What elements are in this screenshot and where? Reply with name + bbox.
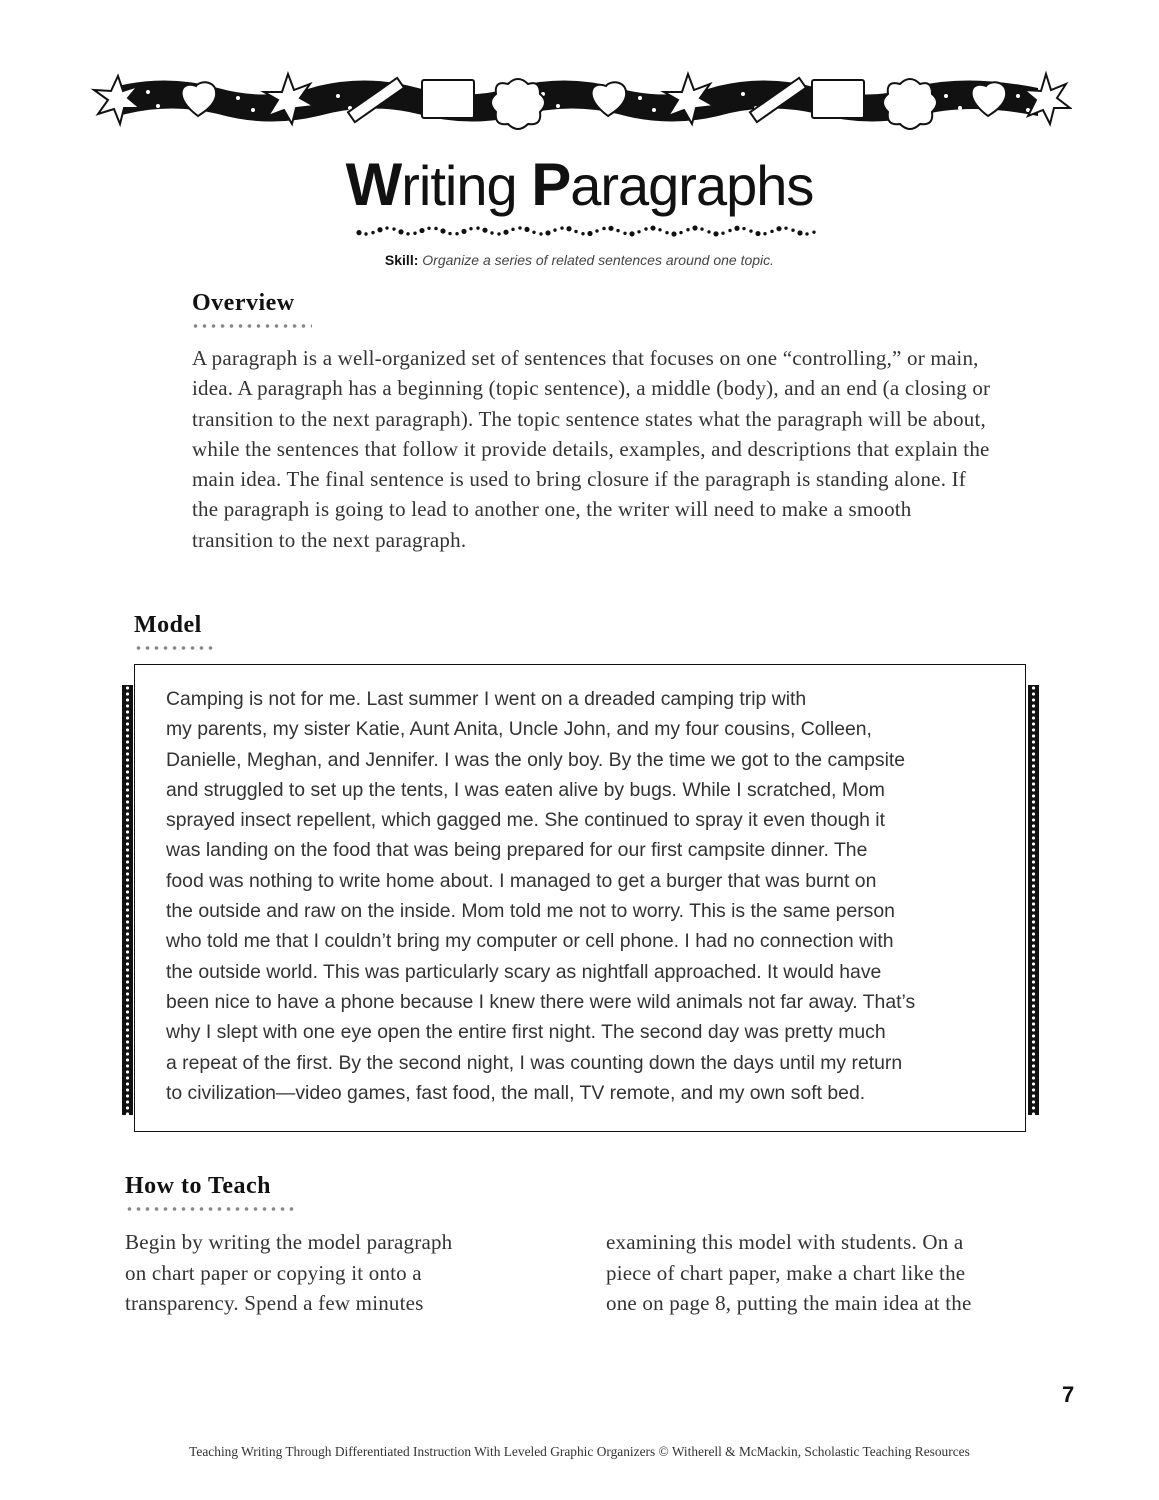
title-dot — [490, 231, 493, 234]
decorative-banner — [88, 66, 1072, 132]
title-dot — [419, 228, 424, 233]
title-dot — [671, 231, 676, 236]
title-dot — [434, 227, 437, 230]
title-dot — [692, 225, 697, 230]
flower-icon — [883, 79, 937, 129]
title-dot — [566, 226, 571, 231]
title-dot — [608, 226, 613, 231]
title-dot — [734, 226, 739, 231]
title-dot — [776, 226, 781, 231]
title-dot — [574, 230, 577, 233]
title-dot — [553, 228, 556, 231]
how-to-teach-column-1: Begin by writing the model paragraph on chart paper or copying it onto a transparency. Spend a few minutes — [125, 1230, 453, 1315]
overview-heading-dots — [191, 323, 312, 329]
skill-line — [0, 252, 1159, 268]
title-dot — [497, 232, 500, 235]
title-dot — [440, 228, 445, 233]
title-dot — [805, 232, 808, 235]
model-right-border-strip — [1028, 685, 1039, 1115]
title-dot — [784, 226, 787, 229]
title-dot — [539, 232, 542, 235]
title-dot — [448, 232, 451, 235]
title-dot — [595, 229, 598, 232]
flower-icon — [491, 79, 545, 129]
skill-text: Organize a series of related sentences around one topic. — [422, 252, 775, 268]
title-dot — [377, 227, 382, 232]
title-dot — [686, 228, 689, 231]
title-dot — [602, 227, 605, 230]
skill-label: Skill: — [384, 252, 419, 268]
heart-icon — [972, 82, 1007, 116]
model-heading: Model — [134, 612, 202, 638]
title-dot — [532, 231, 535, 234]
how-to-teach-column-2: examining this model with students. On a piece of chart paper, make a chart like the one on page 8, putting the main idea at the — [606, 1230, 972, 1315]
title-dot — [721, 232, 724, 235]
title-dot — [461, 229, 466, 234]
title-dot — [545, 230, 550, 235]
title-dot — [398, 229, 403, 234]
title-dot — [364, 232, 367, 235]
title-dot — [650, 225, 655, 230]
title-dot — [524, 227, 529, 232]
title-dot — [749, 229, 752, 232]
title-dot — [812, 230, 815, 233]
title-dot — [629, 231, 634, 236]
title-dot — [406, 232, 409, 235]
overview-heading: Overview — [192, 290, 295, 316]
how-to-teach-heading: How to Teach — [125, 1173, 272, 1199]
title-dot — [511, 228, 514, 231]
overview-text: A paragraph is a well-organized set of sentences that focuses on one “controlling,” or main, idea. A paragraph has a beginning (topic sentence), a middle (body), and an end (a closing or transition to the next paragraph). The topic sentence states what the paragraph will be about, while the sentences that follow it provide details, examples, and descriptions that explain the main idea. The final sentence is used to bring closure if the paragraph is standing alone. If the paragraph is going to lead to another one, the writer will need to make a smooth transition to the next paragraph. — [192, 346, 991, 552]
title-dot — [713, 231, 718, 236]
title-dot — [413, 232, 416, 235]
title-dot — [392, 227, 395, 230]
model-left-border-strip — [122, 685, 133, 1115]
model-heading-dots — [134, 645, 216, 651]
page-number: 7 — [1062, 1382, 1075, 1407]
title-dot — [581, 232, 584, 235]
title-dot — [503, 230, 508, 235]
title-dot — [476, 226, 479, 229]
title-dot — [797, 230, 802, 235]
title-dot — [469, 227, 472, 230]
title-dot — [455, 232, 458, 235]
title-dot — [427, 227, 430, 230]
title-dot — [371, 231, 374, 234]
title-dot — [385, 226, 388, 229]
title-dot — [482, 228, 487, 233]
title-dot — [356, 230, 361, 235]
title-dot — [770, 230, 773, 233]
title-dot — [637, 230, 640, 233]
title-dot — [644, 227, 647, 230]
footer-citation: Teaching Writing Through Differentiated Instruction With Leveled Graphic Organizers © Witherell & McMackin, Scholastic Teaching Resources — [189, 1444, 970, 1459]
title-dot — [658, 228, 661, 231]
title-dot — [707, 230, 710, 233]
page-title: Writing Paragraphs — [345, 151, 814, 218]
title-dot — [728, 229, 731, 232]
how-to-teach-heading-dots — [125, 1206, 297, 1212]
book-icon — [422, 80, 474, 118]
title-dot — [679, 231, 682, 234]
title-dot — [791, 229, 794, 232]
book-icon — [812, 80, 864, 118]
title-dot — [665, 231, 668, 234]
title-dot — [616, 229, 619, 232]
title-dot — [518, 226, 521, 229]
title-dot — [700, 227, 703, 230]
title-dot — [742, 227, 745, 230]
title-dot — [587, 231, 592, 236]
title-dot — [560, 226, 563, 229]
title-dot — [623, 232, 626, 235]
title-underline-dots — [355, 222, 819, 240]
title-dot — [755, 231, 760, 236]
title-dot — [763, 232, 766, 235]
model-paragraph: Camping is not for me. Last summer I went on a dreaded camping trip with my parents, my sister Katie, Aunt Anita, Uncle John, and my four cousins, Colleen, Danielle, Meghan, and Jennifer. I was the only boy. By the time we got to the campsite and struggled to set up the tents, I was eaten alive by bugs. While I scratched, Mom sprayed insect repellent, which gagged me. She continued to spray it even though it was landing on the food that was being prepared for our first campsite dinner. The food was nothing to write home about. I managed to get a burger that was burnt on the outside and raw on the inside. Mom told me not to worry. This is the same person who told me that I couldn’t bring my computer or cell phone. I had no connection with the outside world. This was particularly scary as nightfall approached. It would have been nice to have a phone because I knew there were wild animals not far away. That’s why I slept with one eye open the entire first night. The second day was pretty much a repeat of the first. By the second night, I was counting down the days until my return to civilization—video games, fast food, the mall, TV remote, and my own soft bed. — [166, 688, 916, 1104]
